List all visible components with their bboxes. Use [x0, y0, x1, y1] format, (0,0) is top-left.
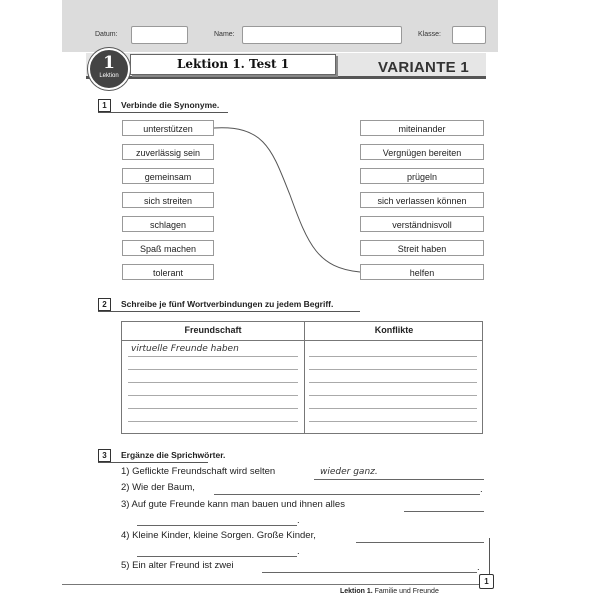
task-2-rule — [98, 311, 360, 312]
table-line[interactable] — [309, 395, 477, 396]
proverb-3-blank[interactable] — [404, 511, 484, 512]
proverb-5-blank[interactable] — [262, 572, 477, 573]
left-word-2[interactable]: zuverlässig sein — [122, 144, 214, 160]
table-header-konflikte: Konflikte — [374, 325, 414, 335]
footer-rule — [62, 584, 480, 585]
task-3-title: Ergänze die Sprichwörter. — [121, 450, 226, 460]
proverb-1-answer: wieder ganz. — [320, 467, 378, 477]
page-number: 1 — [479, 574, 494, 589]
proverb-2: 2) Wie der Baum, — [121, 482, 195, 493]
right-word-3[interactable]: prügeln — [360, 168, 484, 184]
proverb-1: 1) Geflickte Freundschaft wird selten — [121, 466, 276, 477]
right-word-7[interactable]: helfen — [360, 264, 484, 280]
name-label: Name: — [214, 31, 235, 38]
table-line[interactable] — [309, 356, 477, 357]
right-word-5[interactable]: verständnisvoll — [360, 216, 484, 232]
proverb-5: 5) Ein alter Freund ist zwei — [121, 560, 234, 571]
lesson-badge-word: Lektion — [99, 73, 119, 79]
left-word-3[interactable]: gemeinsam — [122, 168, 214, 184]
proverb-3-period: . — [297, 515, 300, 526]
task-2-title: Schreibe je fünf Wortverbindungen zu jedem Begriff. — [121, 299, 334, 309]
task-1-title: Verbinde die Synonyme. — [121, 100, 220, 110]
table-line[interactable] — [128, 356, 298, 357]
proverb-3-blank-2[interactable] — [137, 525, 297, 526]
table-line[interactable] — [128, 395, 298, 396]
footer-text — [340, 588, 439, 595]
table-header-freundschaft: Freundschaft — [184, 325, 242, 335]
table-column-divider — [304, 322, 305, 433]
task-3-number: 3 — [98, 449, 111, 462]
proverb-1-blank[interactable] — [314, 479, 484, 480]
proverb-5-period: . — [477, 562, 480, 573]
left-word-1[interactable]: unterstützen — [122, 120, 214, 136]
left-word-7[interactable]: tolerant — [122, 264, 214, 280]
table-line[interactable] — [128, 421, 298, 422]
page-corner-line — [489, 538, 490, 575]
right-word-1[interactable]: miteinander — [360, 120, 484, 136]
right-word-2[interactable]: Vergnügen bereiten — [360, 144, 484, 160]
table-line[interactable] — [128, 369, 298, 370]
table-line[interactable] — [128, 382, 298, 383]
task-1-number: 1 — [98, 99, 111, 112]
table-line[interactable] — [309, 382, 477, 383]
date-label: Datum: — [95, 31, 118, 38]
right-word-6[interactable]: Streit haben — [360, 240, 484, 256]
left-word-5[interactable]: schlagen — [122, 216, 214, 232]
task-2-number: 2 — [98, 298, 111, 311]
proverb-2-blank[interactable] — [214, 494, 480, 495]
lesson-badge-number: 1 — [103, 53, 115, 73]
right-word-4[interactable]: sich verlassen können — [360, 192, 484, 208]
footer-lesson: Lektion 1. — [340, 588, 373, 595]
variant-label: VARIANTE 1 — [378, 59, 470, 76]
proverb-4: 4) Kleine Kinder, kleine Sorgen. Große Kinder, — [121, 530, 316, 541]
table-line[interactable] — [128, 408, 298, 409]
proverb-4-period: . — [297, 546, 300, 557]
proverb-4-blank[interactable] — [356, 542, 484, 543]
left-word-4[interactable]: sich streiten — [122, 192, 214, 208]
table-header-divider — [122, 340, 482, 341]
task-3-rule — [98, 462, 208, 463]
proverb-3: 3) Auf gute Freunde kann man bauen und ihnen alles — [121, 499, 345, 510]
proverb-4-blank-2[interactable] — [137, 556, 297, 557]
page-title: Lektion 1. Test 1 — [130, 54, 336, 75]
class-label: Klasse: — [418, 31, 441, 38]
table-example-answer: virtuelle Freunde haben — [131, 344, 239, 354]
table-line[interactable] — [309, 408, 477, 409]
matching-line — [214, 128, 360, 272]
table-line[interactable] — [309, 421, 477, 422]
proverb-2-period: . — [480, 484, 483, 495]
left-word-6[interactable]: Spaß machen — [122, 240, 214, 256]
footer-topic: Familie und Freunde — [374, 588, 439, 595]
table-line[interactable] — [309, 369, 477, 370]
word-table — [121, 321, 483, 434]
